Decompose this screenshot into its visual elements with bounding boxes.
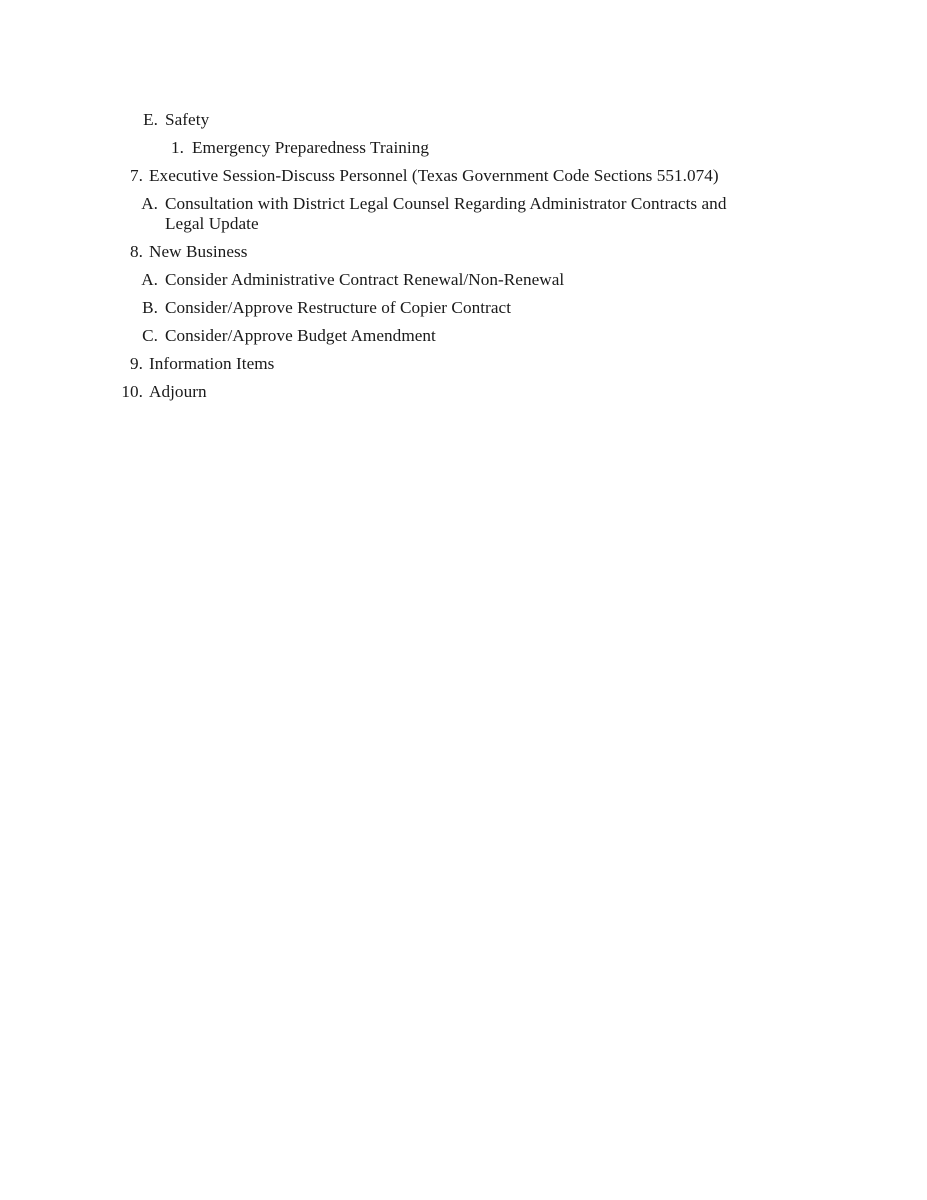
agenda-item-text: Emergency Preparedness Training xyxy=(192,138,430,157)
agenda-item xyxy=(0,326,927,346)
agenda-item-text: Consider Administrative Contract Renewal/Non-Renewal xyxy=(165,270,565,289)
agenda-item-marker: 9. xyxy=(130,354,143,373)
agenda-item-marker: B. xyxy=(142,298,158,317)
agenda-outline-list xyxy=(0,110,927,410)
agenda-item-text: Consider/Approve Restructure of Copier Contract xyxy=(165,298,512,317)
agenda-item-marker: E. xyxy=(143,110,158,129)
agenda-item xyxy=(0,138,927,158)
agenda-item-text: New Business xyxy=(149,242,248,261)
agenda-item-text: Consider/Approve Budget Amendment xyxy=(165,326,436,345)
agenda-item-marker: 8. xyxy=(130,242,143,261)
agenda-item xyxy=(0,354,927,374)
agenda-item xyxy=(0,166,927,186)
agenda-item-marker: 10. xyxy=(121,382,143,401)
agenda-item xyxy=(0,270,927,290)
agenda-item xyxy=(0,382,927,402)
agenda-item xyxy=(0,110,927,130)
agenda-item-text: Adjourn xyxy=(149,382,207,401)
agenda-item-marker: A. xyxy=(141,194,158,213)
agenda-item-marker: C. xyxy=(142,326,158,345)
agenda-item xyxy=(0,194,927,234)
agenda-item-text: Executive Session-Discuss Personnel (Texas Government Code Sections 551.074) xyxy=(149,166,719,185)
agenda-item-text: Safety xyxy=(165,110,210,129)
agenda-item-marker: 1. xyxy=(171,138,184,157)
agenda-item-text: Information Items xyxy=(149,354,275,373)
agenda-item xyxy=(0,298,927,318)
agenda-item-text: Consultation with District Legal Counsel Regarding Administrator Contracts and Legal Update xyxy=(165,194,727,233)
agenda-item xyxy=(0,242,927,262)
agenda-item-marker: 7. xyxy=(130,166,143,185)
agenda-item-marker: A. xyxy=(141,270,158,289)
